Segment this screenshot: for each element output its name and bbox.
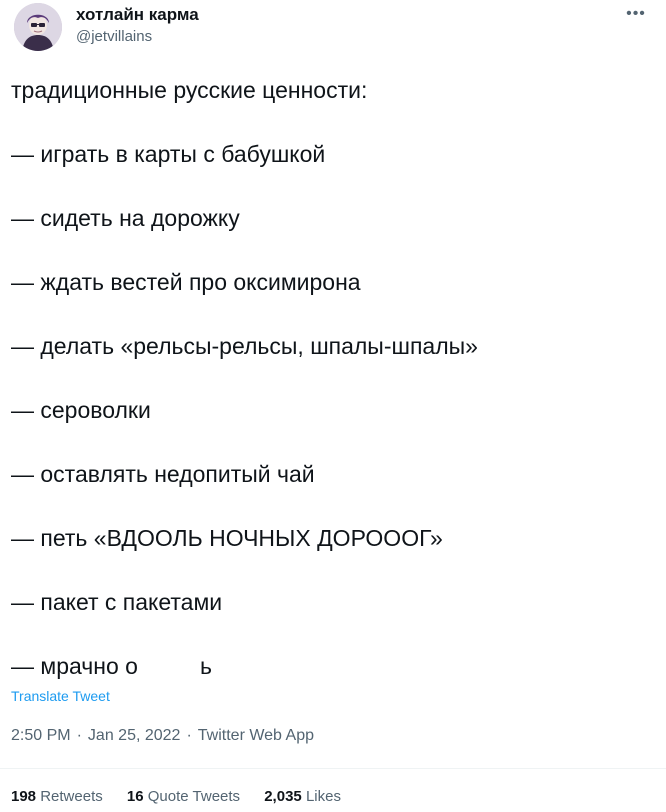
tweet-line: — сидеть на дорожку <box>11 205 240 231</box>
tweet-line: — ждать вестей про оксимирона <box>11 269 361 295</box>
tweet-line: — петь «ВДООЛЬ НОЧНЫХ ДОРОООГ» <box>11 525 443 551</box>
tweet-source[interactable]: Twitter Web App <box>197 727 314 744</box>
tweet-line: — оставлять недопитый чай <box>11 461 315 487</box>
avatar-illustration <box>14 3 62 51</box>
tweet-line-last <box>11 652 212 680</box>
likes-label: Likes <box>305 788 341 805</box>
tweet-header <box>0 0 666 60</box>
tweet-line: — делать «рельсы-рельсы, шпалы-шпалы» <box>11 333 478 359</box>
retweets-label: Retweets <box>40 788 103 805</box>
quote-tweets-label: Quote Tweets <box>147 788 241 805</box>
tweet-stats <box>11 788 361 805</box>
avatar[interactable] <box>14 3 62 51</box>
author-handle[interactable]: @jetvillains <box>76 28 153 45</box>
author-display-name[interactable]: хотлайн карма <box>76 5 199 24</box>
quote-tweets-count: 16 <box>126 788 144 805</box>
retweets-stat[interactable] <box>11 788 103 805</box>
divider <box>0 768 666 769</box>
tweet-time[interactable]: 2:50 PM <box>11 727 71 744</box>
more-horizontal-icon[interactable]: ••• <box>626 5 646 22</box>
tweet-meta <box>11 727 314 745</box>
likes-stat[interactable] <box>264 788 341 805</box>
tweet-line: — пакет с пакетами <box>11 589 223 615</box>
tweet-line-last-end: ь <box>199 653 212 679</box>
translate-tweet-link[interactable]: Translate Tweet <box>11 688 110 704</box>
retweets-count: 198 <box>11 788 37 805</box>
tweet-date[interactable]: Jan 25, 2022 <box>87 727 181 744</box>
tweet-line: традиционные русские ценности: <box>11 77 368 103</box>
quote-tweets-stat[interactable] <box>127 788 240 805</box>
tweet-line-last-start: — мрачно о <box>11 653 138 679</box>
meta-separator: · <box>76 727 82 744</box>
tweet-line: — сероволки <box>11 397 151 423</box>
tweet-line: — играть в карты с бабушкой <box>11 141 326 167</box>
meta-separator: · <box>186 727 192 744</box>
likes-count: 2,035 <box>264 788 302 805</box>
